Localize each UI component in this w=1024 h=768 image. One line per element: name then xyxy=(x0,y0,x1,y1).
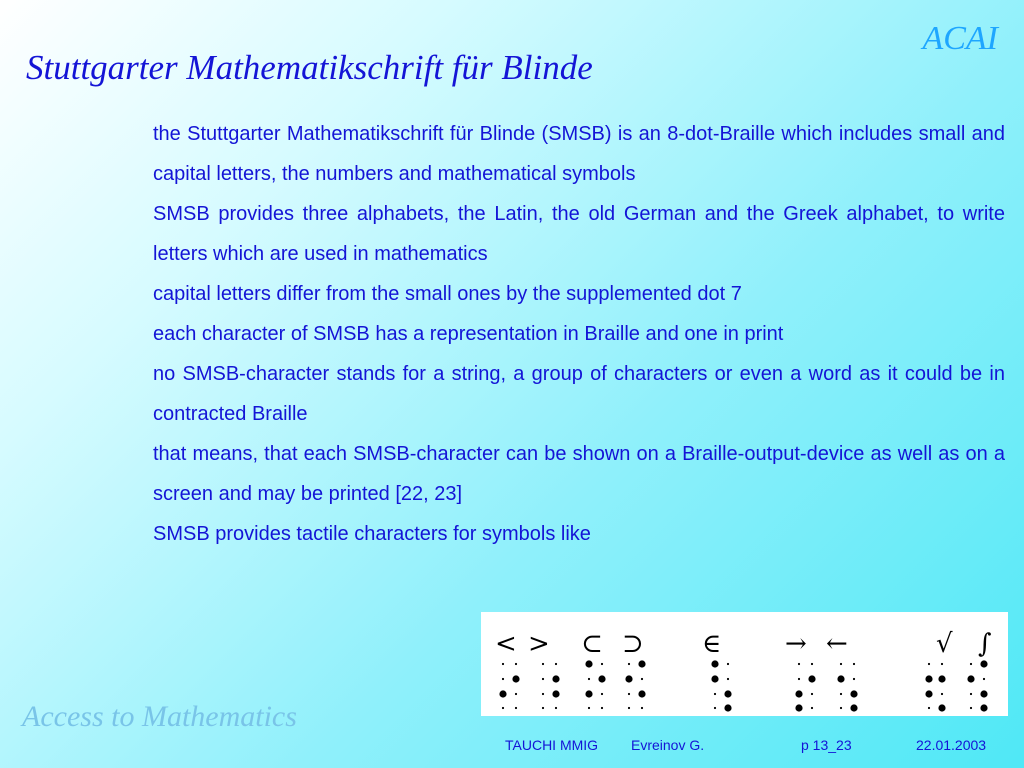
braille-dot-raised xyxy=(980,690,987,697)
braille-dot-flat xyxy=(502,663,504,665)
braille-dot-raised xyxy=(795,704,802,711)
braille-dot-raised xyxy=(585,660,592,667)
braille-dot-flat xyxy=(798,678,800,680)
braille-dot-flat xyxy=(811,707,813,709)
braille-dot-flat xyxy=(928,663,930,665)
braille-dot-flat xyxy=(983,678,985,680)
braille-dot-raised xyxy=(925,690,932,697)
braille-dot-flat xyxy=(628,693,630,695)
symbol-superset: ⊃ xyxy=(622,629,644,659)
footer-page: p 13_23 xyxy=(801,737,852,753)
symbol-integral: ∫ xyxy=(978,629,992,659)
braille-dot-flat xyxy=(601,707,603,709)
braille-dot-flat xyxy=(970,707,972,709)
footer-date: 22.01.2003 xyxy=(916,737,987,753)
braille-dot-flat xyxy=(811,693,813,695)
braille-dot-flat xyxy=(515,693,517,695)
braille-dot-raised xyxy=(938,704,945,711)
print-symbols xyxy=(495,629,992,659)
braille-dot-raised xyxy=(638,660,645,667)
paragraph-2: SMSB provides three alphabets, the Latin, the old German and the Greek alphabet, to write letters which are used in mathematics xyxy=(153,203,1005,265)
braille-dot-raised xyxy=(585,690,592,697)
braille-dot-flat xyxy=(727,663,729,665)
symbol-subset: ⊂ xyxy=(581,629,603,659)
braille-dot-raised xyxy=(980,660,987,667)
braille-dot-flat xyxy=(588,707,590,709)
braille-dot-flat xyxy=(542,678,544,680)
braille-dot-raised xyxy=(938,675,945,682)
braille-dot-raised xyxy=(967,675,974,682)
footer-source: TAUCHI MMIG xyxy=(505,737,599,753)
braille-dot-raised xyxy=(625,675,632,682)
symbol-element-of: ∈ xyxy=(702,629,722,659)
braille-dot-raised xyxy=(850,690,857,697)
braille-dot-flat xyxy=(542,693,544,695)
braille-dot-raised xyxy=(711,675,718,682)
braille-dot-flat xyxy=(840,707,842,709)
braille-dot-raised xyxy=(552,690,559,697)
braille-dot-raised xyxy=(724,690,731,697)
footer-author: Evreinov G. xyxy=(631,737,705,753)
slide-title: Stuttgarter Mathematikschrift für Blinde xyxy=(26,48,593,87)
paragraph-7: SMSB provides tactile characters for symbols like xyxy=(153,523,591,545)
braille-dot-flat xyxy=(941,693,943,695)
braille-dot-flat xyxy=(811,663,813,665)
braille-dot-flat xyxy=(601,693,603,695)
braille-dot-raised xyxy=(808,675,815,682)
braille-dot-raised xyxy=(499,690,506,697)
paragraph-5: no SMSB-character stands for a string, a group of characters or even a word as it could be in contracted Braille xyxy=(153,363,1005,425)
braille-dot-flat xyxy=(555,663,557,665)
braille-dot-flat xyxy=(714,693,716,695)
braille-dot-raised xyxy=(837,675,844,682)
symbol-square-root: √ xyxy=(936,629,953,659)
braille-cells xyxy=(499,660,987,711)
braille-dot-flat xyxy=(970,663,972,665)
slide-body xyxy=(153,114,1005,554)
braille-dot-flat xyxy=(798,663,800,665)
braille-dot-flat xyxy=(727,678,729,680)
braille-dot-flat xyxy=(542,707,544,709)
braille-dot-flat xyxy=(853,663,855,665)
paragraph-1: the Stuttgarter Mathematikschrift für Blinde (SMSB) is an 8-dot-Braille which includes small and capital letters, the numbers and mathematical symbols xyxy=(153,123,1005,185)
braille-dot-flat xyxy=(542,663,544,665)
paragraph-6: that means, that each SMSB-character can be shown on a Braille-output-device as well as on a screen and may be printed [22, 23] xyxy=(153,443,1005,505)
symbol-greater-than: > xyxy=(528,629,550,659)
paragraph-3: capital letters differ from the small ones by the supplemented dot 7 xyxy=(153,283,742,305)
braille-dot-raised xyxy=(598,675,605,682)
braille-dot-flat xyxy=(928,707,930,709)
braille-dot-flat xyxy=(641,678,643,680)
symbol-less-than: < xyxy=(495,629,517,659)
braille-dot-flat xyxy=(601,663,603,665)
symbol-right-arrow: → xyxy=(785,629,807,659)
braille-dot-flat xyxy=(628,663,630,665)
braille-dot-raised xyxy=(795,690,802,697)
braille-dot-flat xyxy=(515,707,517,709)
braille-dot-raised xyxy=(724,704,731,711)
braille-dot-raised xyxy=(925,675,932,682)
braille-dot-flat xyxy=(555,707,557,709)
braille-dot-flat xyxy=(970,693,972,695)
braille-dot-raised xyxy=(552,675,559,682)
braille-dot-raised xyxy=(512,675,519,682)
braille-dot-flat xyxy=(840,663,842,665)
braille-dot-flat xyxy=(840,693,842,695)
braille-dot-raised xyxy=(638,690,645,697)
braille-dot-flat xyxy=(502,678,504,680)
braille-dot-flat xyxy=(588,678,590,680)
braille-dot-flat xyxy=(628,707,630,709)
braille-symbol-table xyxy=(481,612,1008,716)
braille-dot-flat xyxy=(941,663,943,665)
braille-dot-flat xyxy=(853,678,855,680)
braille-dot-raised xyxy=(980,704,987,711)
braille-dot-flat xyxy=(502,707,504,709)
braille-dot-flat xyxy=(714,707,716,709)
braille-dot-raised xyxy=(850,704,857,711)
braille-dot-raised xyxy=(711,660,718,667)
symbol-left-arrow: ← xyxy=(826,629,848,659)
braille-symbol-svg xyxy=(481,612,1008,716)
braille-dot-flat xyxy=(641,707,643,709)
footer-section-title: Access to Mathematics xyxy=(22,700,297,733)
logo: ACAI xyxy=(922,20,998,57)
paragraph-4: each character of SMSB has a representation in Braille and one in print xyxy=(153,323,784,345)
braille-dot-flat xyxy=(515,663,517,665)
